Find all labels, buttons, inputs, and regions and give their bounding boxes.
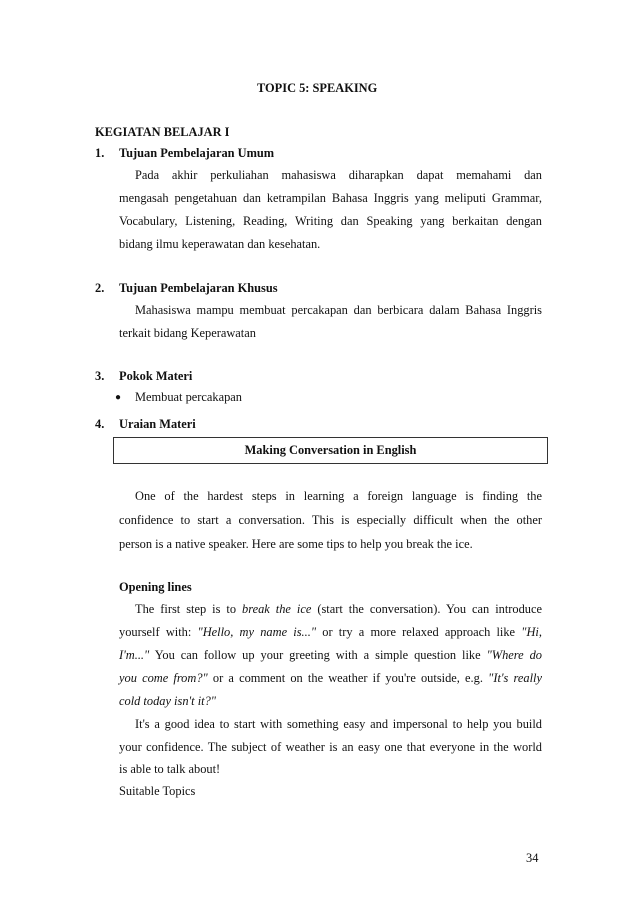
section-heading: Uraian Materi — [119, 417, 196, 431]
paragraph-line: Pada akhir perkuliahan mahasiswa diharapkan dapat memahami dan — [135, 168, 542, 182]
section-heading: Pokok Materi — [119, 369, 193, 383]
section-number: 1. — [95, 146, 105, 160]
paragraph-line: person is a native speaker. Here are some tips to help you break the ice. — [119, 537, 473, 551]
bullet-item: Membuat percakapan — [135, 390, 242, 404]
paragraph-line: I'm..." You can follow up your greeting with a simple question like "Where do — [119, 648, 542, 662]
box-title: Making Conversation in English — [244, 443, 417, 457]
section-number: 2. — [95, 281, 105, 295]
paragraph-line: your confidence. The subject of weather is an easy one that everyone in the world — [119, 740, 542, 754]
paragraph-line: you come from?" or a comment on the weather if you're outside, e.g. "It's really — [119, 671, 542, 685]
paragraph-line: is able to talk about! — [119, 762, 221, 776]
page-number: 34 — [526, 851, 539, 865]
paragraph-line: It's a good idea to start with something easy and impersonal to help you build — [135, 717, 542, 731]
paragraph-line: cold today isn't it?" — [119, 694, 216, 708]
subheading-opening-lines: Opening lines — [119, 580, 192, 594]
bullet-icon: ● — [115, 392, 122, 403]
paragraph-line: The first step is to break the ice (start the conversation). You can introduce — [135, 602, 542, 616]
paragraph-line: bidang ilmu keperawatan dan kesehatan. — [119, 237, 321, 251]
section-heading: Tujuan Pembelajaran Khusus — [119, 281, 278, 295]
paragraph-line: mengasah pengetahuan dan ketrampilan Bahasa Inggris yang meliputi Grammar, — [119, 191, 542, 205]
paragraph-line: yourself with: "Hello, my name is..." or try a more relaxed approach like "Hi, — [119, 625, 542, 639]
suitable-topics-label: Suitable Topics — [119, 784, 196, 798]
kegiatan-heading: KEGIATAN BELAJAR I — [95, 125, 230, 139]
section-number: 4. — [95, 417, 105, 431]
title-box — [113, 437, 548, 464]
paragraph-line: Vocabulary, Listening, Reading, Writing dan Speaking yang berkaitan dengan — [119, 214, 542, 228]
topic-title: TOPIC 5: SPEAKING — [257, 81, 378, 95]
section-number: 3. — [95, 369, 105, 383]
paragraph-line: Mahasiswa mampu membuat percakapan dan berbicara dalam Bahasa Inggris — [135, 303, 542, 317]
paragraph-line: One of the hardest steps in learning a foreign language is finding the — [135, 489, 542, 503]
section-heading: Tujuan Pembelajaran Umum — [119, 146, 275, 160]
paragraph-line: terkait bidang Keperawatan — [119, 326, 256, 340]
paragraph-line: confidence to start a conversation. This is especially difficult when the other — [119, 513, 542, 527]
